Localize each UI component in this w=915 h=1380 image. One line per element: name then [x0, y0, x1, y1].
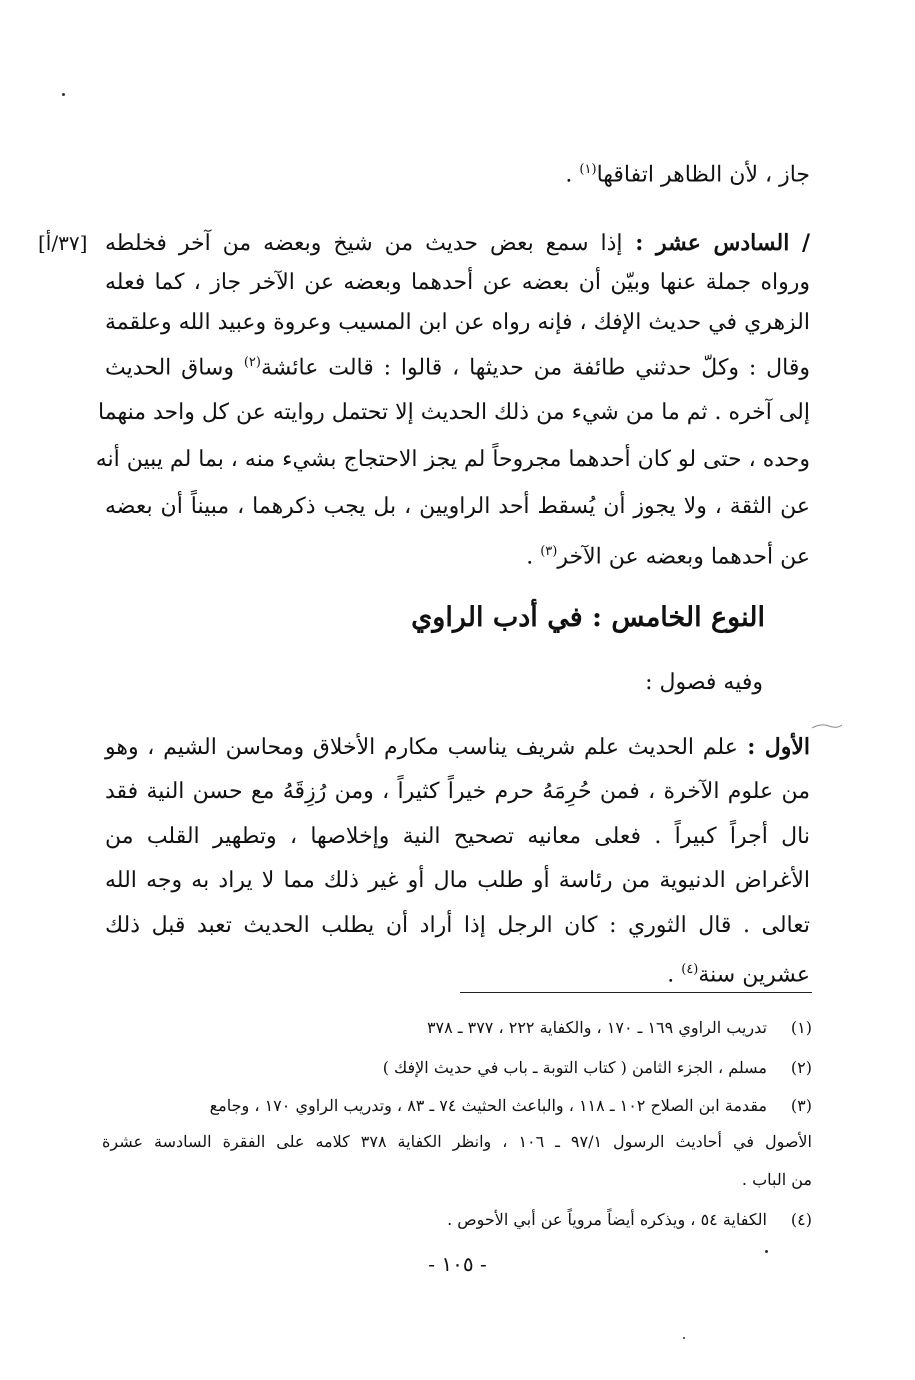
para16-text-4a: وقال : وكلّ حدثني طائفة من حديثها ، قالوا : قالت عائشة: [260, 355, 811, 381]
footnote-1-text: تدريب الراوي ١٦٩ ـ ١٧٠ ، والكفاية ٢٢٢ ، ٣٧٧ ـ ٣٧٨: [426, 1018, 767, 1037]
margin-folio-ref: [٣٧/أ]: [38, 231, 88, 255]
para16-text-8b: .: [526, 544, 541, 570]
footnote-3-text: مقدمة ابن الصلاح ١٠٢ ـ ١١٨ ، والباعث الحثيث ٧٤ ـ ٨٣ ، وتدريب الراوي ١٧٠ ، وجامع: [209, 1096, 767, 1115]
footnote-ref-3: (٣): [540, 544, 558, 559]
para1-line-2: من علوم الآخرة ، فمن حُرِمَهُ حرم خيراً كثيراً ، ومن رُزِقَهُ مع حسن النية فقد: [105, 779, 810, 804]
footnote-ref-2: (٢): [243, 355, 261, 370]
footnote-3-number: (٣): [790, 1096, 812, 1115]
para16-text-8a: عن أحدهما وبعضه عن الآخر: [557, 544, 810, 570]
para1-line-4: الأغراض الدنيوية من رئاسة أو طلب مال أو غير ذلك مما لا يراد به وجه الله: [105, 868, 810, 893]
footnote-2-number: (٢): [790, 1058, 812, 1077]
para1-text-6a: عشرين سنة: [698, 962, 810, 988]
para16-line-5: إلى آخره . ثم ما من شيء من ذلك الحديث إلا تحتمل روايته عن كل واحد منهما: [98, 400, 810, 425]
para1-text-6b: .: [667, 962, 682, 988]
speck: [62, 93, 65, 96]
footnote-1-number: (١): [790, 1018, 812, 1037]
para16-text-4b: وساق الحديث: [105, 355, 244, 381]
continuation-line: [565, 155, 810, 190]
para16-title: / السادس عشر :: [622, 230, 811, 256]
page-number: - ١٠٥ -: [428, 1252, 487, 1276]
sub-heading: وفيه فصول :: [645, 670, 763, 695]
speck: [683, 1337, 685, 1339]
continuation-text: جاز ، لأن الظاهر اتفاقها: [596, 162, 810, 188]
footnote-3-text-line-2: الأصول في أحاديث الرسول ٩٧/١ ـ ١٠٦ ، وانظر الكفاية ٣٧٨ كلامه على الفقرة السادسة عشرة: [102, 1132, 813, 1151]
para16-line-2: ورواه جملة عنها وبيّن أن بعضه عن أحدهما وبعضه عن الآخر جاز ، كما فعله: [105, 270, 810, 295]
para1-line-5: تعالى . قال الثوري : كان الرجل إذا أراد أن يطلب الحديث تعبد قبل ذلك: [105, 913, 810, 938]
para1-title: الأول :: [737, 734, 810, 760]
footnote-2-text: مسلم ، الجزء الثامن ( كتاب التوبة ـ باب في حديث الإفك ): [382, 1058, 767, 1077]
pen-stroke-mark: [811, 722, 843, 732]
para16-line-3: الزهري في حديث الإفك ، فإنه رواه عن ابن المسيب وعروة وعبيد الله وعلقمة: [105, 310, 810, 335]
para16-line-4: [105, 348, 810, 383]
footnote-3-text-line-3: من الباب .: [741, 1170, 812, 1189]
chapter-heading: النوع الخامس : في أدب الراوي: [411, 602, 765, 633]
para16-line-7: عن الثقة ، ولا يجوز أن يُسقط أحد الراويين ، بل يجب ذكرهما ، مبيناً أن بعضه: [105, 494, 810, 519]
para1-line-3: نال أجراً كبيراً . فعلى معانيه تصحيح النية وإخلاصها ، وتطهير القلب من: [105, 824, 810, 849]
para16-text: إذا سمع بعض حديث من شيخ وبعضه من آخر فخلطه: [105, 231, 623, 256]
footnote-ref-1: (١): [579, 162, 597, 177]
footnote-4-number: (٤): [790, 1210, 812, 1229]
continuation-end: .: [565, 162, 580, 188]
footnote-ref-4: (٤): [681, 962, 699, 977]
para1-text: علم الحديث علم شريف يناسب مكارم الأخلاق ومحاسن الشيم ، وهو: [105, 735, 738, 760]
para16-line-1: [105, 228, 810, 259]
para16-line-8: [526, 537, 810, 572]
para1-line-1: [105, 732, 810, 763]
para1-line-6: [667, 955, 810, 990]
footnote-separator: [460, 992, 812, 993]
para16-line-6: وحده ، حتى لو كان أحدهما مجروحاً لم يجز الاحتجاج بشيء منه ، بما لم يبين أنه: [95, 447, 810, 472]
footnote-4-text: الكفاية ٥٤ ، ويذكره أيضاً مروياً عن أبي الأحوص .: [447, 1210, 767, 1229]
